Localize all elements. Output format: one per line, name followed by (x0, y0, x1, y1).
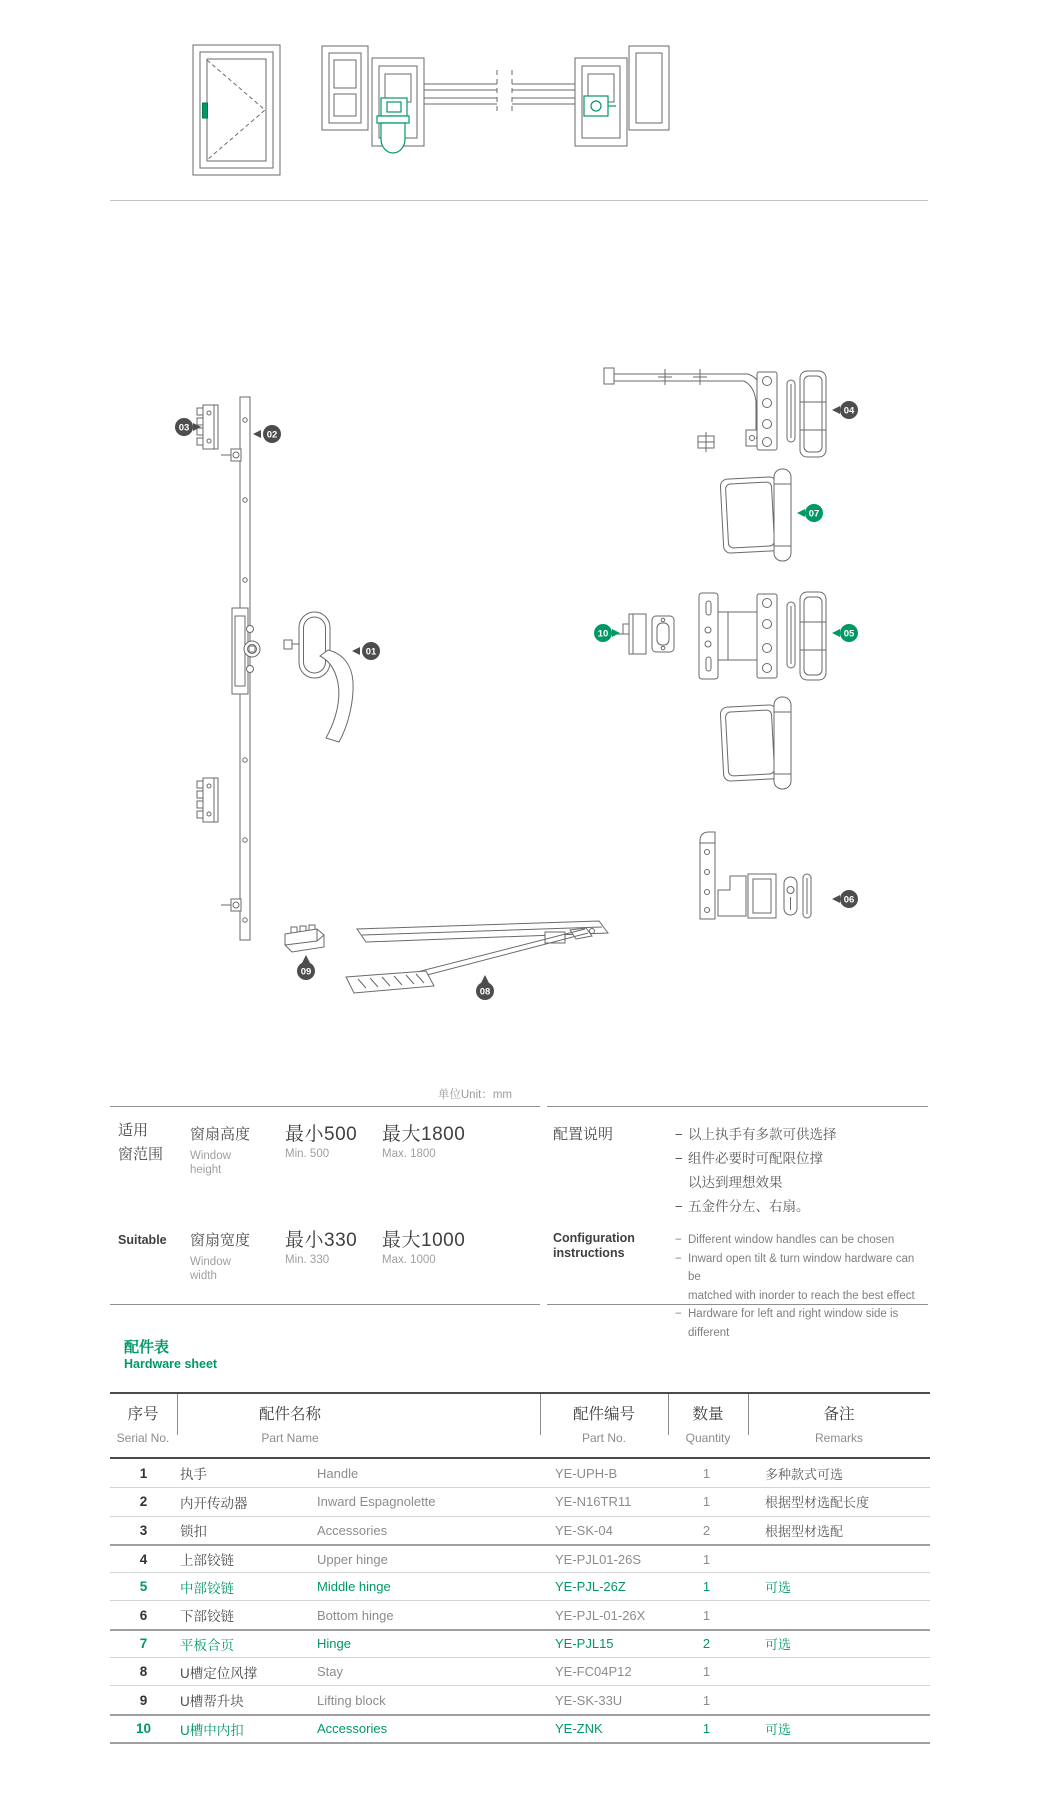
header-divider (668, 1394, 669, 1435)
width-min-zh: 最小330 (285, 1230, 358, 1251)
width-max-zh: 最大1000 (382, 1230, 466, 1251)
table-row: 5 中部铰链 Middle hinge YE-PJL-26Z 1 可选 (110, 1572, 930, 1600)
espagnolette-section-icon (381, 98, 407, 116)
middle-hinge-drawing (699, 592, 826, 680)
height-name-en: Window height (190, 1150, 231, 1176)
u-channel-lock-drawing (616, 614, 674, 654)
lock-keeper-bottom-drawing (197, 778, 218, 822)
svg-text:08: 08 (479, 986, 491, 998)
section-divider (110, 200, 928, 201)
bottom-hinge-drawing (700, 832, 811, 919)
config-title-zh: 配置说明 (553, 1126, 614, 1143)
config-title-en: Configuration instructions (553, 1231, 635, 1260)
window-handle-icon (203, 103, 208, 118)
callout-01 (352, 642, 380, 660)
header-divider (177, 1394, 178, 1435)
handle-drawing (284, 612, 353, 742)
height-name-zh: 窗扇高度 (190, 1126, 251, 1143)
table-row: 9 U槽帮升块 Lifting block YE-SK-33U 1 (110, 1685, 930, 1713)
stay-drawing (346, 921, 608, 993)
callout-08 (476, 975, 494, 1000)
hardware-sheet-title (124, 1339, 217, 1372)
width-name-zh: 窗扇宽度 (190, 1232, 251, 1249)
svg-text:10: 10 (597, 628, 609, 640)
header-qty-en: Quantity (685, 1431, 731, 1445)
svg-text:05: 05 (843, 628, 855, 640)
config-instructions (547, 1106, 928, 1339)
callout-10 (594, 624, 620, 642)
table-row: 6 下部铰链 Bottom hinge YE-PJL-01-26X 1 (110, 1600, 930, 1628)
header-divider (748, 1394, 749, 1435)
callout-09 (297, 955, 315, 980)
upper-hinge-drawing (604, 368, 826, 457)
table-row: 4 上部铰链 Upper hinge YE-PJL01-26S 1 (110, 1544, 930, 1572)
window-elevation-drawing (193, 45, 280, 175)
hardware-table-header (110, 1394, 930, 1459)
header-remarks-zh: 备注 (823, 1406, 855, 1423)
spec-range-table (110, 1106, 540, 1305)
hardware-sheet-title-en: Hardware sheet (124, 1357, 218, 1371)
config-bullets-en: − Different window handles can be chosen − Inward open tilt & turn window hardware can be matched with inorder to reach the best effect − Hardware for left and right window side is different (675, 1234, 915, 1339)
svg-text:03: 03 (178, 422, 190, 434)
hardware-table (110, 1392, 930, 1744)
svg-text:04: 04 (843, 405, 855, 417)
callout-06 (832, 890, 858, 908)
header-no-en: Part No. (581, 1431, 627, 1445)
height-max-en: Max. 1800 (382, 1148, 436, 1160)
callout-02 (253, 425, 281, 443)
range-label-zh: 适用 窗范围 (118, 1122, 164, 1163)
callout-04 (832, 401, 858, 419)
width-max-en: Max. 1000 (382, 1254, 436, 1266)
header-name-en: Part Name (261, 1431, 319, 1445)
header-name-zh: 配件名称 (258, 1406, 322, 1423)
svg-text:01: 01 (365, 646, 377, 658)
range-label-en: Suitable (118, 1233, 167, 1247)
width-name-en: Window width (190, 1256, 231, 1282)
header-remarks-en: Remarks (814, 1431, 864, 1445)
table-row: 1 执手 Handle YE-UPH-B 1 多种款式可选 (139, 1465, 844, 1483)
width-min-en: Min. 330 (285, 1254, 330, 1266)
table-row: 7 平板合页 Hinge YE-PJL15 2 可选 (110, 1629, 930, 1657)
svg-text:02: 02 (266, 429, 278, 441)
svg-text:09: 09 (300, 966, 312, 978)
height-min-zh: 最小500 (285, 1124, 358, 1145)
header-divider (540, 1394, 541, 1435)
lifting-block-drawing (285, 925, 324, 952)
frame-cross-section-left-drawing (322, 46, 512, 153)
header-serial-en: Serial No. (116, 1431, 170, 1445)
header-qty-zh: 数量 (692, 1406, 724, 1423)
table-row: 8 U槽定位风撑 Stay YE-FC04P12 1 (110, 1657, 930, 1685)
header-no-zh: 配件编号 (572, 1406, 636, 1423)
header-serial-zh: 序号 (127, 1406, 159, 1423)
height-max-zh: 最大1800 (382, 1124, 466, 1145)
height-min-en: Min. 500 (285, 1148, 330, 1160)
hardware-sheet-title-zh: 配件表 (124, 1339, 170, 1356)
table-row: 3 锁扣 Accessories YE-SK-04 2 根据型材选配 (110, 1516, 930, 1544)
callout-07 (797, 504, 823, 522)
callout-05 (832, 624, 858, 642)
top-drawings (0, 0, 1038, 230)
hinge-flag-drawing (720, 469, 791, 561)
svg-text:07: 07 (808, 508, 820, 520)
unit-note: 单位Unit：mm (437, 1089, 512, 1101)
exploded-hardware-diagram (0, 320, 1038, 1020)
espagnolette-drawing (221, 397, 260, 940)
svg-text:06: 06 (843, 894, 855, 906)
config-bullets-zh: − 以上执手有多款可供选择 − 组件必要时可配限位撑 以达到理想效果 − 五金件分左、右扇。 (675, 1127, 837, 1214)
hinge-flag-drawing (720, 697, 791, 789)
table-row: 10 U槽中内扣 Accessories YE-ZNK 1 可选 (110, 1714, 930, 1742)
table-row: 2 内开传动器 Inward Espagnolette YE-N16TR11 1 根据型材选配长度 (110, 1487, 930, 1515)
drain-cap-icon (377, 116, 409, 153)
frame-cross-section-right-drawing (512, 46, 669, 146)
